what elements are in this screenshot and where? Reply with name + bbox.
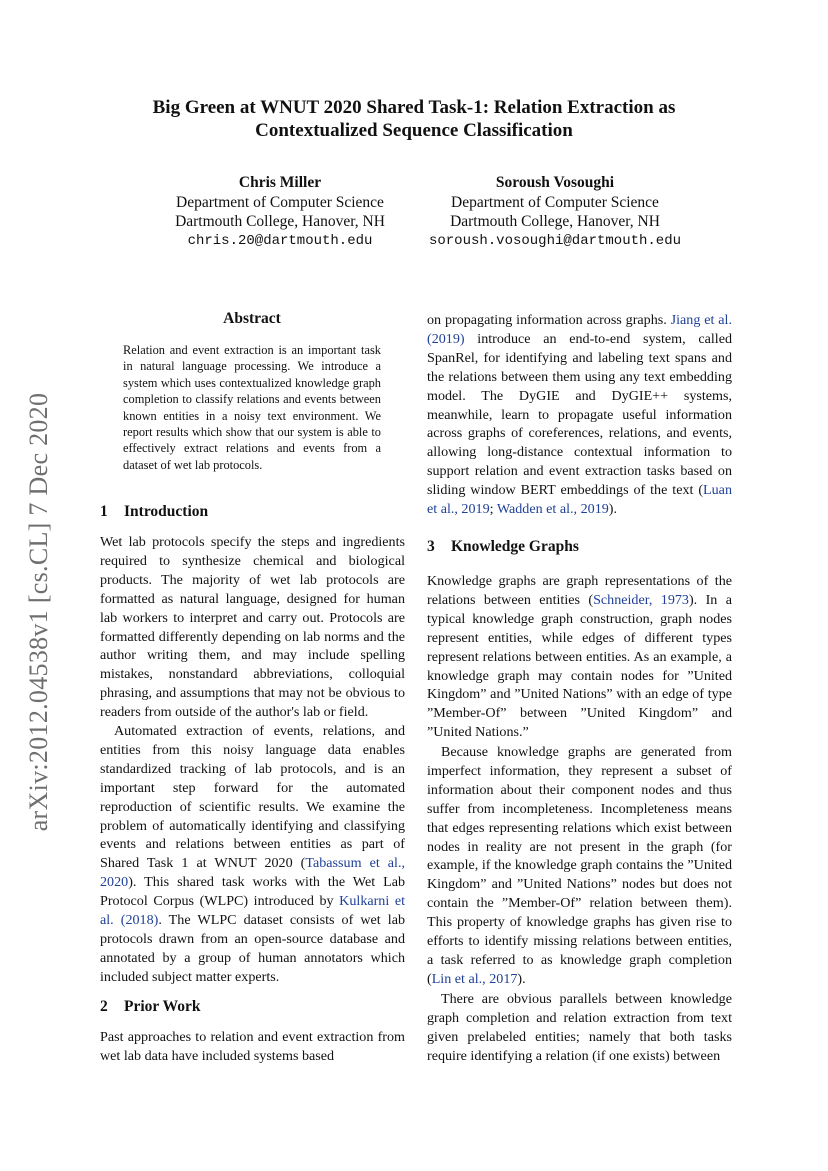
section-heading-knowledge-graphs	[427, 538, 579, 556]
citation-link[interactable]: Jiang et al. (2019)	[427, 312, 732, 347]
author-email[interactable]: chris.20@dartmouth.edu	[187, 232, 373, 249]
author-name: Chris Miller	[238, 174, 322, 191]
abstract-text: Relation and event extraction is an important task in natural language processing. We introduce a system which uses contextualized knowledge graph completion to classify relations and events between known entities in a noisy text environment. We report results which show that our system is able to effectively extract relations and events from a dataset of wet lab protocols.	[123, 343, 381, 472]
text-run: . The WLPC dataset consists of wet lab protocols drawn from an open-source database and annotated by a group of human annotators which included subject matter experts.	[100, 912, 405, 985]
kg-paragraph-2	[427, 743, 732, 989]
text-run: Knowledge graphs are graph representations of the relations between entities (	[427, 573, 732, 608]
citation-link[interactable]: Tabassum et al., 2020	[100, 855, 405, 891]
section-title: Prior Work	[124, 998, 201, 1015]
citation-link[interactable]: Kulkarni et al. (2018)	[100, 893, 405, 929]
author-dept: Department of Computer Science	[176, 193, 384, 211]
arxiv-margin-stamp	[24, 372, 54, 852]
citation-link[interactable]: Lin et al., 2017	[431, 970, 518, 987]
kg-paragraph-3: There are obvious parallels between knowledge graph completion and relation extraction from text given prelabeled entities; namely that both tasks require identifying a relation (if one exists) between	[427, 991, 732, 1064]
text-run: ).	[608, 501, 618, 518]
text-run: ). This shared task works with the Wet Lab Protocol Corpus (WLPC) introduced by	[100, 874, 405, 910]
paper-title	[0, 96, 828, 142]
text-run: introduce an end-to-end system, called SpanRel, for identifying and labeling text spans and the relations between them using any text embedding model. The DyGIE and DyGIE++ systems, meanwhile, learn to propagate useful information across graphs of coreferences, relations, and events, allowing long-distance contextual information to support relation and event extraction tasks based on sliding window BERT embeddings of the text (	[427, 330, 732, 499]
author-institution: Dartmouth College, Hanover, NH	[450, 213, 660, 230]
section-title: Introduction	[124, 503, 209, 520]
author-institution: Dartmouth College, Hanover, NH	[175, 213, 385, 230]
text-run: ;	[489, 501, 497, 518]
kg-paragraph-1	[427, 572, 732, 742]
intro-paragraph-1: Wet lab protocols specify the steps and ingredients required to synthesize chemical and biological products. The majority of wet lab protocols are formatted as natural language, designed for human lab workers to interpret and carry out. Protocols are formatted differently depending on lab norms and the author writing them, and may include spelling mistakes, nonstandard abbreviations, colloquial phrasing, and assumptions that may not be obvious to readers from outside of the author's lab or field.	[100, 534, 405, 721]
intro-paragraph-2	[100, 722, 405, 987]
citation-link[interactable]: Luan et al., 2019	[427, 482, 732, 518]
section-number: 3	[427, 538, 435, 555]
author-email[interactable]: soroush.vosoughi@dartmouth.edu	[428, 232, 682, 249]
section-heading-prior-work	[100, 998, 201, 1016]
text-run: on propagating information across graphs.	[427, 312, 671, 328]
abstract-heading: Abstract	[223, 310, 281, 327]
text-run: Because knowledge graphs are generated from imperfect information, they represent a subset of information about their component nodes and thus suffer from incompleteness. Incompleteness means that edges representing relations which exist between nodes in reality are not present in the graph (for example, if the knowledge graph contains the ”United Kingdom” and ”United Nations” nodes but does not contain the ”Member-Of” relation between them). This property of knowledge graphs has given rise to efforts to identify missing relations between entities, a task referred to as knowledge graph completion (	[427, 744, 732, 987]
section-title: Knowledge Graphs	[451, 538, 579, 555]
citation-link[interactable]: Wadden et al., 2019	[496, 501, 609, 518]
author-block-2	[400, 173, 710, 251]
author-dept: Department of Computer Science	[451, 193, 659, 211]
author-name: Soroush Vosoughi	[495, 174, 615, 191]
arxiv-id-text: arXiv:2012.04538v1 [cs.CL] 7 Dec 2020	[24, 392, 53, 832]
prior-work-paragraph-start: Past approaches to relation and event extraction from wet lab data have included systems based	[100, 1029, 405, 1064]
section-number: 2	[100, 998, 108, 1015]
text-run: ). In a typical knowledge graph construction, graph nodes represent entities, while edges of different types represent relations between entities. As an example, a knowledge graph may contain nodes for ”United Kingdom” and ”United Nations” with an edge of type ”Member-Of” between ”United Kingdom” and ”United Nations.”	[427, 591, 732, 741]
text-run: ).	[517, 970, 526, 987]
citation-link[interactable]: Schneider, 1973	[593, 591, 689, 608]
author-block-1	[158, 173, 402, 251]
section-number: 1	[100, 503, 108, 520]
title-line-1: Big Green at WNUT 2020 Shared Task-1: Relation Extraction as	[152, 97, 676, 118]
section-heading-introduction	[100, 503, 208, 521]
title-line-2: Contextualized Sequence Classification	[255, 120, 573, 141]
prior-work-paragraph-continued	[427, 311, 732, 519]
text-run: Automated extraction of events, relations, and entities from this noisy language data enables standardized tracking of lab protocols, and is an important step forward for the automated reproduction of scientific results. We examine the problem of automatically identifying and classifying events and relations between entities as part of Shared Task 1 at WNUT 2020 (	[100, 723, 405, 872]
